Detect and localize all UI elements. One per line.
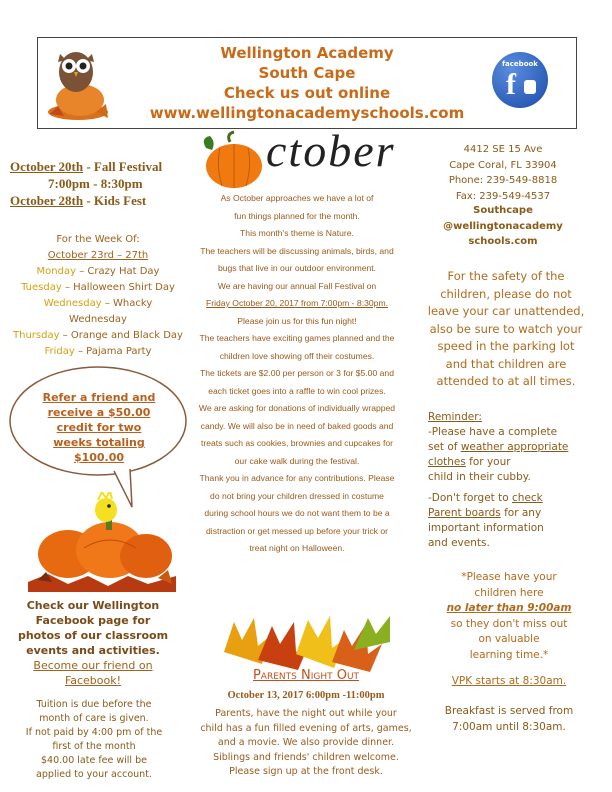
arrival-notice: *Please have your children here no later than 9:00am so they don't miss out on valuable learning time.*: [446, 571, 572, 661]
day-thursday: Thursday – Orange and Black Day: [13, 330, 183, 341]
pumpkins-bird-icon: [28, 492, 178, 592]
facebook-badge-label: facebook: [502, 60, 538, 68]
school-name: Wellington Academy: [220, 44, 394, 62]
events-list: [10, 158, 180, 209]
october-message: As October approaches we have a lot of fun things planned for the month. This month's theme is Nature. The teachers will be discussing animals, birds, and bugs that live in our outdoor environment. We are having our annual Fall Festival on Friday October 20, 2017 from 7:00pm - 8:30pm. Please join us for this fun night! The teachers have exciting games planned and the children love showing off their costumes. The tickets are $2.00 per person or 3 for $5.00 and each ticket goes into a raffle to win cool prizes. We are asking for donations of individually wrapped candy. We will also be in need of baked goods and treats such as cookies, brownies and cupcakes for our cake walk during the festival. Thank you in advance for any contributions. Please do not bring your children dressed in costume during school hours we do not want them to be a distraction or get messed up before your trick or treat night on Halloween.: [198, 193, 396, 553]
parents-night-date: October 13, 2017 6:00pm -11:00pm: [227, 690, 385, 701]
october-heading: ctober: [266, 125, 396, 176]
day-tuesday: Tuesday – Halloween Shirt Day: [21, 282, 175, 293]
week-title: For the Week Of:: [56, 234, 140, 245]
referral-offer: Refer a friend and receive a $50.00 credit for two weeks totaling $100.00: [42, 391, 156, 464]
school-address: 4412 SE 15 Ave Cape Coral, FL 33904 Phone: 239-549-8818 Fax: 239-549-4537: [448, 144, 558, 202]
school-email[interactable]: Southcape @wellingtonacademy schools.com: [443, 205, 563, 247]
event-fall-festival: October 20th - Fall Festival: [10, 159, 163, 174]
facebook-badge[interactable]: [492, 52, 548, 108]
breakfast-notice: Breakfast is served from 7:00am until 8:30am.: [444, 705, 574, 733]
facebook-f-icon: f: [506, 68, 516, 101]
pumpkin-o-icon: [200, 130, 270, 192]
facebook-friend-link[interactable]: Become our friend on Facebook!: [33, 659, 153, 687]
website-link[interactable]: www.wellingtonacademyschools.com: [149, 104, 465, 122]
thumbs-up-icon: [524, 80, 536, 94]
reminders: Reminder: -Please have a complete set of weather appropriate clothes for your child in their cubby. -Don't forget to check Parent boards for any important information and events.: [428, 410, 600, 551]
parents-night-details: Parents, have the night out while your child has a fun filled evening of arts, games, and a movie. We also provide dinner. Siblings and friends' children welcome. Please sign up at the front desk.: [200, 708, 412, 777]
event-fall-festival-time: 7:00pm - 8:30pm: [48, 176, 143, 191]
day-friday: Friday – Pajama Party: [44, 346, 152, 357]
vpk-start: VPK starts at 8:30am.: [451, 675, 567, 687]
week-schedule: [5, 232, 191, 360]
day-monday: Monday – Crazy Hat Day: [36, 266, 160, 277]
facebook-note: Check our Wellington Facebook page for photos of our classroom events and activities.: [17, 599, 169, 657]
week-range: October 23rd – 27th: [47, 250, 149, 261]
campus-name: South Cape: [258, 64, 356, 82]
reminder-title: Reminder:: [428, 411, 482, 423]
day-wednesday-cont: Wednesday: [69, 314, 127, 325]
online-callout: Check us out online: [223, 84, 391, 102]
autumn-leaves-icon: [214, 612, 394, 674]
tuition-notice: Tuition is due before the month of care is given. If not paid by 4:00 pm of the first of the month $40.00 late fee will be applied to your account.: [25, 699, 163, 780]
header-box: [37, 37, 577, 129]
day-wednesday: Wednesday – Whacky: [43, 298, 153, 309]
safety-notice: For the safety of the children, please do not leave your car unattended, also be sure to watch your speed in the parking lot and that children are attended to at all times.: [427, 269, 585, 388]
parents-night-title: Parents Night Out: [252, 668, 360, 683]
event-kids-fest: October 28th - Kids Fest: [10, 193, 147, 208]
